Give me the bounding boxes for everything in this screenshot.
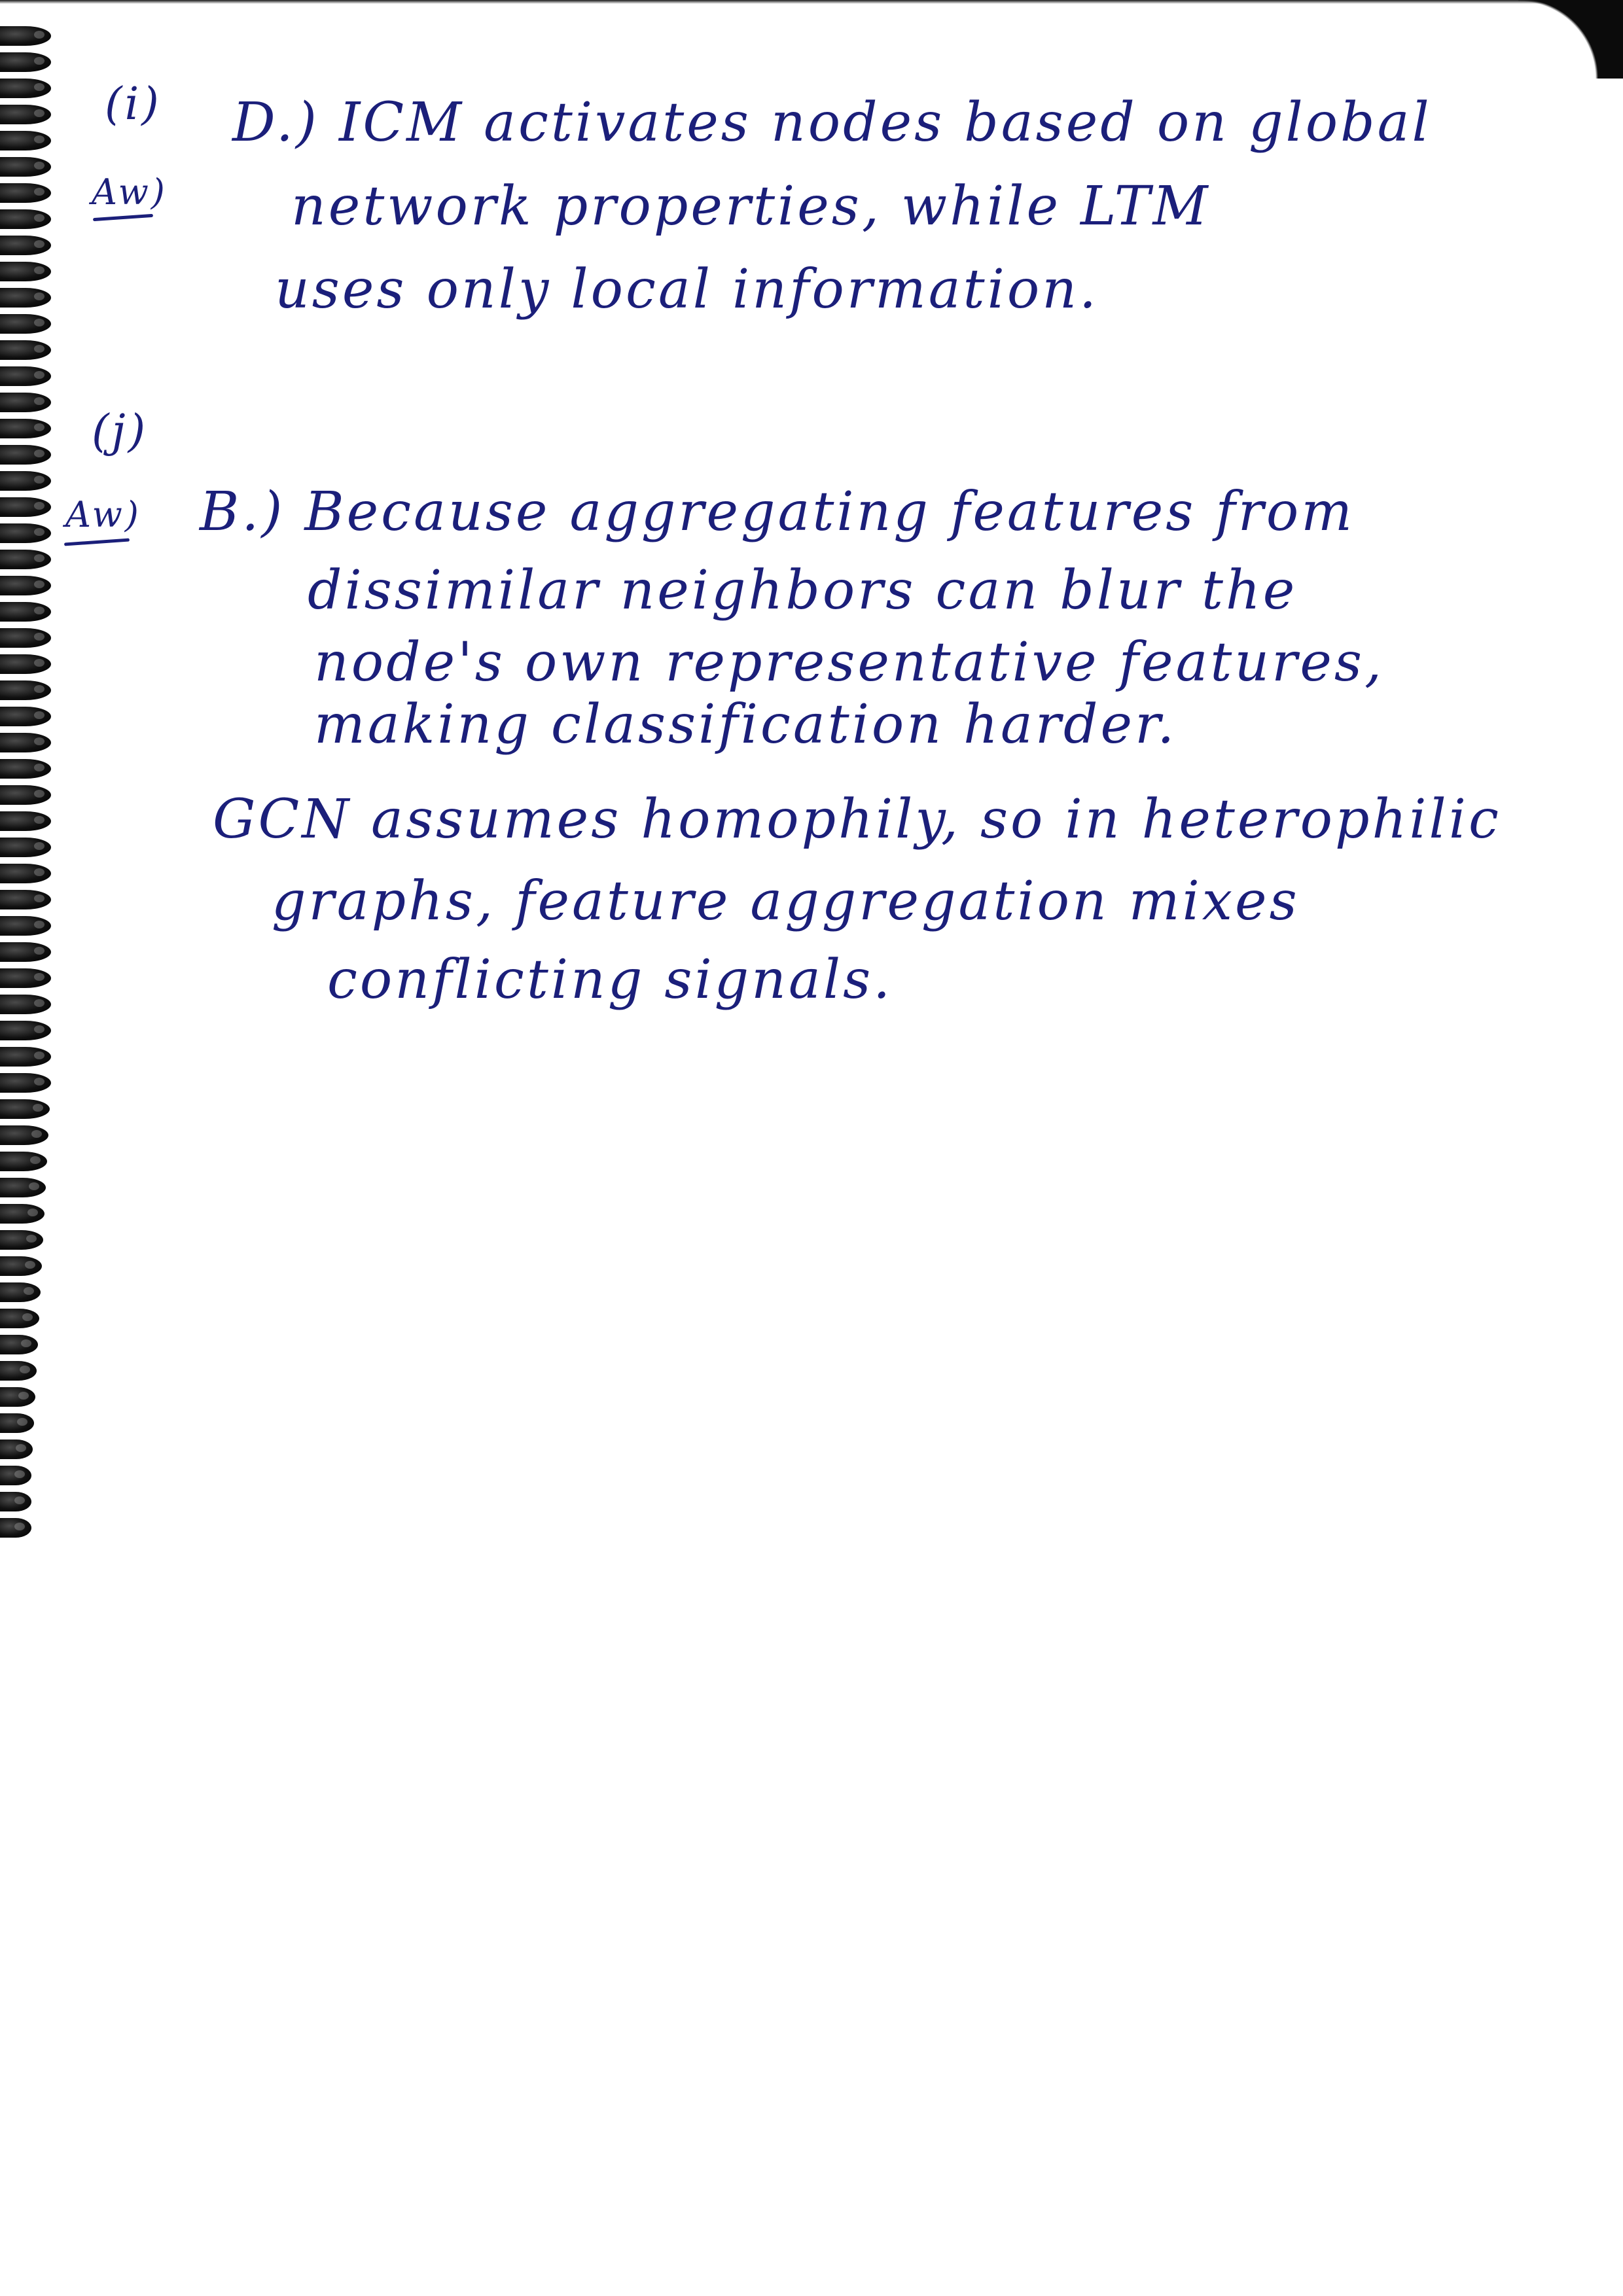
spiral-ring — [0, 995, 51, 1014]
question-j-line-4: making classification harder. — [314, 694, 1177, 756]
spiral-ring — [0, 523, 51, 543]
spiral-ring — [0, 1518, 31, 1538]
question-j-line-1: B.) Because aggregating features from — [200, 481, 1355, 543]
spiral-ring — [0, 811, 51, 831]
question-i-answer-underline — [93, 214, 153, 221]
spiral-ring — [0, 314, 51, 334]
question-j-extra-line-1: GCN assumes homophily, so in heterophilic — [213, 788, 1501, 851]
spiral-ring — [0, 680, 51, 700]
spiral-ring — [0, 236, 51, 255]
spiral-ring — [0, 785, 51, 805]
spiral-ring — [0, 1152, 47, 1171]
spiral-ring — [0, 759, 51, 779]
spiral-ring — [0, 1309, 39, 1328]
spiral-ring — [0, 183, 51, 203]
page-corner — [1518, 0, 1623, 79]
spiral-ring — [0, 1387, 35, 1407]
spiral-ring — [0, 916, 51, 936]
spiral-ring — [0, 968, 51, 988]
spiral-ring — [0, 209, 51, 229]
page-top-edge — [0, 0, 1623, 4]
spiral-ring — [0, 707, 51, 726]
spiral-ring — [0, 1413, 34, 1433]
spiral-ring — [0, 340, 51, 360]
spiral-ring — [0, 1230, 43, 1250]
question-j-answer-marker: Aw) — [65, 494, 141, 535]
spiral-ring — [0, 26, 51, 46]
spiral-ring — [0, 1335, 38, 1354]
question-j-extra-line-3: conflicting signals. — [327, 949, 893, 1011]
spiral-ring — [0, 79, 51, 98]
spiral-ring — [0, 733, 51, 752]
spiral-ring — [0, 262, 51, 281]
spiral-ring — [0, 52, 51, 72]
spiral-ring — [0, 864, 51, 883]
spiral-ring — [0, 1125, 48, 1145]
spiral-ring — [0, 1021, 51, 1040]
spiral-ring — [0, 471, 51, 491]
question-j-line-2: dissimilar neighbors can blur the — [308, 559, 1298, 622]
question-j-answer-underline — [64, 539, 130, 546]
spiral-ring — [0, 1178, 46, 1197]
spiral-ring — [0, 1204, 45, 1224]
spiral-ring — [0, 1361, 37, 1381]
spiral-ring — [0, 602, 51, 622]
spiral-ring — [0, 1099, 50, 1119]
question-i-line-2: network properties, while LTM — [291, 175, 1211, 238]
spiral-ring — [0, 1492, 31, 1511]
spiral-ring — [0, 366, 51, 386]
spiral-ring — [0, 628, 51, 648]
question-i-label: (i) — [105, 79, 162, 130]
spiral-ring — [0, 1466, 31, 1485]
spiral-ring — [0, 105, 51, 124]
question-j-line-3: node's own representative features, — [314, 631, 1385, 694]
spiral-ring — [0, 419, 51, 438]
spiral-ring — [0, 576, 51, 595]
spiral-ring — [0, 1256, 42, 1276]
spiral-ring — [0, 550, 51, 569]
spiral-ring — [0, 157, 51, 177]
spiral-ring — [0, 1073, 51, 1093]
spiral-ring — [0, 1439, 33, 1459]
spiral-ring — [0, 131, 51, 150]
question-j-extra-line-2: graphs, feature aggregation mixes — [272, 870, 1300, 932]
spiral-ring — [0, 890, 51, 910]
question-i-answer-marker: Aw) — [92, 171, 168, 213]
spiral-ring — [0, 393, 51, 412]
spiral-ring — [0, 497, 51, 517]
spiral-ring — [0, 838, 51, 857]
spiral-ring — [0, 942, 51, 962]
spiral-ring — [0, 445, 51, 465]
question-j-label: (j) — [92, 406, 149, 457]
spiral-ring — [0, 654, 51, 674]
question-i-line-3: uses only local information. — [275, 258, 1099, 321]
spiral-binding — [0, 26, 65, 1544]
question-i-line-1: D.) ICM activates nodes based on global — [232, 92, 1432, 154]
spiral-ring — [0, 288, 51, 308]
spiral-ring — [0, 1282, 41, 1302]
spiral-ring — [0, 1047, 51, 1067]
